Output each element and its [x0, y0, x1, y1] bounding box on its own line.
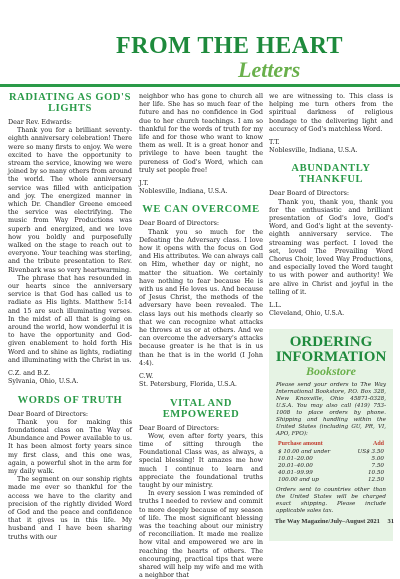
letter-paragraph: Thank you for making this foundational class on The Way of Abundance and Power available to us. It has been almost forty years since my first class, and this one was, again, a powerful shot in the arm for my daily walk.: [8, 417, 132, 475]
price-table-header: [269, 438, 393, 449]
heading-vital-and-empowered: VITAL AND EMPOWERED: [162, 397, 240, 420]
price-row: [269, 449, 393, 456]
letter-greeting: Dear Board of Directors:: [269, 189, 350, 198]
page-number: 31: [387, 518, 394, 525]
price-add: 10.50: [367, 470, 384, 477]
ordering-instructions: Please send your orders to The Way International Bookstore, P.O. Box 328, New Knoxville, Ohio 45871-0328, U.S.A. You may also call (419) 753-1008 to place orders by phone. Shipping and handling within the United States (including GU, PR, VI, APO, FPO):: [276, 382, 386, 438]
page-footer: [0, 518, 394, 525]
column-2: [139, 92, 263, 579]
letter-paragraph: The phrase that has resounded in our hearts since the anniversary service is that God has called us to radiate as His lights. Matthew 5:14 and 15 are such illuminating verses. In the midst of all that is going on around the world, how wonderful it is to have the opportunity and God-given enablement to hold forth His Word and to shine as lights, radiating and illuminating with the Christ in us.: [8, 273, 132, 364]
letter-signature: C.W.: [139, 372, 154, 381]
price-add: 5.00: [371, 456, 384, 463]
price-col-amount: Purchase amount: [278, 441, 323, 448]
letter-location: Noblesville, Indiana, U.S.A.: [139, 187, 228, 196]
letter-paragraph: Wow, even after forty years, this time of sitting through the Foundational Class was, as always, a special blessing! It amazes me how much I continue to learn and appreciate the foundational truths taught by our ministry.: [139, 431, 263, 489]
masthead-rule: [0, 84, 400, 87]
letter-paragraph: we are witnessing to. This class is helping me turn others from the spiritual darkness of religious bondage to the delivering light and accuracy of God's matchless Word.: [269, 92, 393, 133]
ordering-subtitle: Bookstore: [305, 364, 356, 379]
ordering-information-box: [269, 329, 393, 541]
price-amount: $ 10.00 and under: [278, 449, 331, 456]
price-add: 12.50: [367, 477, 384, 484]
ordering-footnote: Orders sent to countries other than the United States will be charged exact shipping. Please include applicable sales tax.: [276, 487, 386, 515]
masthead-subtitle: Letters: [238, 57, 301, 82]
price-amount: 10.01–20.00: [278, 456, 313, 463]
price-col-add: Add: [372, 441, 384, 448]
masthead-title: FROM THE HEART: [116, 33, 344, 59]
price-add: 7.50: [371, 463, 384, 470]
column-3: [269, 92, 393, 541]
heading-radiating: RADIATING AS GOD'S LIGHTS: [8, 92, 132, 114]
price-amount: 100.00 and up: [278, 477, 319, 484]
letter-paragraph: Thank you, thank you, thank you for the enthusiastic and brilliant presentation of God's love, God's Word, and God's light at the seventy-eighth anniversary service. The streaming was perfect. I loved the set, loved The Prevailing Word Chorus Choir, loved Way Productions, and especially loved the Word taught to us with power and authority! We are alive in Christ and joyful in the telling of it.: [269, 197, 393, 296]
ordering-title: ORDERING INFORMATION: [275, 334, 387, 366]
heading-we-can-overcome: WE CAN OVERCOME: [142, 204, 260, 216]
price-amount: 40.01–99.99: [278, 470, 313, 477]
column-1: [8, 92, 132, 541]
heading-words-of-truth: WORDS OF TRUTH: [17, 394, 123, 406]
letter-signature: J.T.: [139, 179, 149, 188]
price-row: [269, 477, 393, 484]
letter-paragraph: The segment on our sonship rights made me ever so thankful for the access we have to the clarity and precision of the rightly divided Word of God and the peace and confidence that it gives us in this life. My husband and I have been sharing truths with our: [8, 475, 132, 541]
letter-location: St. Petersburg, Florida, U.S.A.: [139, 380, 237, 389]
letter-paragraph: Thank you for a brilliant seventy-eighth anniversary celebration! There were so many firsts to enjoy. We were excited to have the opportunity to stream the service, knowing we were joined by so many others from around the world. The whole anniversary service was filled with anticipation and joy. The energized manner in which Dr. Chandler Greene emceed the service was electrifying. The music from Way Productions was superb and energized, and we love how you boldly and purposefully walked on the stage to reach out to everyone. Your teaching was sterling, and the tribute presentation to Rev. Rivenbark was so very heartwarming.: [8, 126, 132, 274]
letter-signature: L.L.: [269, 301, 282, 310]
letter-paragraph: Thank you so much for the Defeating the Adversary class. I love how it opens with the focus on God and His attributes. We can always call on Him, whether day or night, no matter the situation. We certainly have nothing to fear because He is with us and He loves us. And because of Jesus Christ, the methods of the adversary have been revealed. The class lays out his methods clearly so that we can recognize what attacks he throws at us or at others. And we can overcome the adversary's attacks because greater is he that is in us than he that is in the world (I John 4:4).: [139, 227, 263, 367]
letter-location: Cleveland, Ohio, U.S.A.: [269, 309, 345, 318]
letter-signature: T.T.: [269, 138, 280, 147]
letter-greeting: Dear Rev. Edwards:: [8, 118, 72, 126]
price-row: [269, 463, 393, 470]
letter-location: Sylvania, Ohio, U.S.A.: [8, 377, 79, 386]
price-add: US$ 3.50: [357, 449, 384, 456]
letter-location: Noblesville, Indiana, U.S.A.: [269, 146, 358, 155]
letter-paragraph: neighbor who has gone to church all her life. She has so much fear of the future and has no confidence in God due to her church teachings. I am so thankful for the words of truth for my life and for those who want to know them as well. It is a great honor and privilege to have been taught the pureness of God's Word, which can truly set people free!: [139, 92, 263, 174]
footer-publication: The Way Magazine/July–August 2021: [274, 518, 380, 525]
price-amount: 20.01–40.00: [278, 463, 313, 470]
masthead: [0, 0, 400, 82]
letter-greeting: Dear Board of Directors:: [139, 219, 220, 228]
letter-signature: C.Z. and B.Z.: [8, 369, 51, 378]
letter-greeting: Dear Board of Directors:: [8, 409, 89, 418]
price-row: [269, 470, 393, 477]
letter-paragraph: In every session I was reminded of truths I needed to review and commit to more deeply because of my season of life. The most significant blessing was the teaching about our ministry of reconciliation. It made me realize how vital and empowered we are in reaching the hearts of others. The encouraging, practical tips that were shared will help my wife and me with a neighbor that: [139, 489, 263, 579]
heading-abundantly-thankful: ABUNDANTLY THANKFUL: [291, 163, 371, 186]
price-row: [269, 456, 393, 463]
letter-greeting: Dear Board of Directors:: [139, 423, 220, 432]
